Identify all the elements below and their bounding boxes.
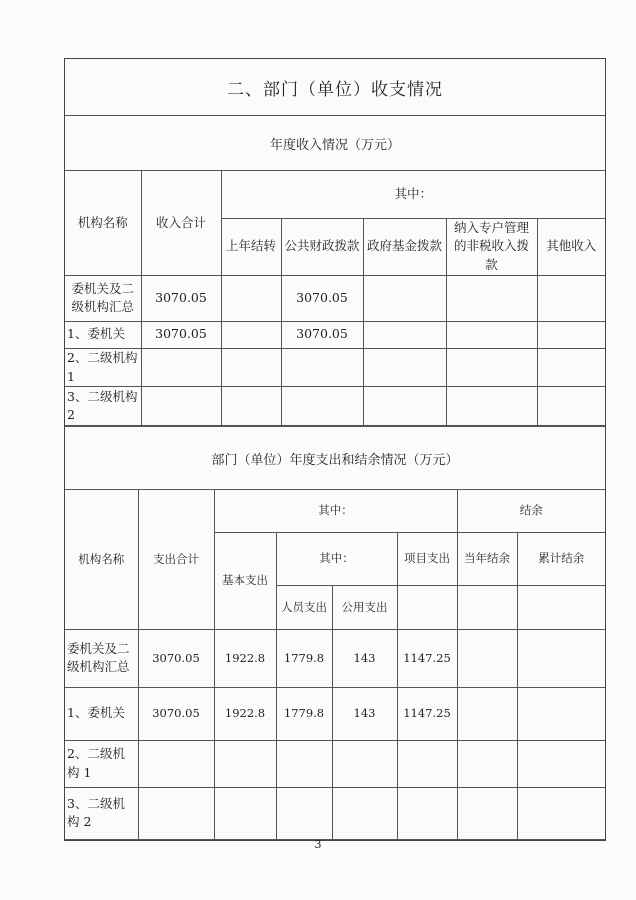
col-header: 纳入专户管理的非税收入拨款 [446,218,537,275]
cell [363,321,446,348]
cell [214,740,276,787]
cell [457,687,517,740]
cell [397,740,457,787]
page-number: 3 [314,838,322,851]
cell: 3070.05 [281,321,363,348]
cell [332,740,397,787]
table-row [65,387,605,426]
cell: 3070.05 [138,687,214,740]
org-name: 3、二级机构 2 [65,787,138,839]
page-title: 二、部门（单位）收支情况 [65,59,605,116]
col-personnel: 人员支出 [276,585,332,629]
budget-form [64,58,606,841]
income-table [65,171,605,426]
cell [446,321,537,348]
col-balance: 结余 [457,490,605,532]
cell [457,787,517,839]
empty-cell [517,585,605,629]
col-public: 公用支出 [332,585,397,629]
expense-table [65,490,605,840]
cell [363,348,446,387]
cell: 1779.8 [276,687,332,740]
cell: 3070.05 [141,321,221,348]
table-row [65,321,605,348]
cell [281,348,363,387]
income-heading: 年度收入情况（万元） [65,116,605,171]
org-name: 委机关及二级机构汇总 [65,275,141,321]
cell [537,348,605,387]
cell [221,387,281,426]
cell [457,629,517,687]
cell [537,321,605,348]
cell [221,275,281,321]
col-total: 支出合计 [138,490,214,629]
cell [141,387,221,426]
empty-cell [457,585,517,629]
cell [221,348,281,387]
col-org-name: 机构名称 [65,490,138,629]
table-row [65,687,605,740]
col-of-which-inner: 其中： [276,532,397,585]
empty-cell [397,585,457,629]
cell [221,321,281,348]
cell [457,740,517,787]
table-row [65,348,605,387]
cell: 143 [332,687,397,740]
cell [446,387,537,426]
org-name: 2、二级机构 1 [65,740,138,787]
cell [138,787,214,839]
cell: 1922.8 [214,687,276,740]
cell [276,787,332,839]
cell [276,740,332,787]
cell [363,275,446,321]
col-cumulative-balance: 累计结余 [517,532,605,585]
col-header: 公共财政拨款 [281,218,363,275]
org-name: 1、委机关 [65,321,141,348]
cell: 1922.8 [214,629,276,687]
col-basic: 基本支出 [214,532,276,629]
cell [517,629,605,687]
table-row [65,629,605,687]
col-org-name: 机构名称 [65,171,141,275]
col-of-which: 其中： [214,490,457,532]
col-total: 收入合计 [141,171,221,275]
cell [363,387,446,426]
table-row [65,275,605,321]
cell: 1147.25 [397,629,457,687]
cell [537,275,605,321]
cell: 3070.05 [138,629,214,687]
cell [214,787,276,839]
col-of-which: 其中： [221,171,605,218]
cell [517,787,605,839]
cell [517,740,605,787]
cell [281,387,363,426]
org-name: 委机关及二级机构汇总 [65,629,138,687]
org-name: 3、二级机构 2 [65,387,141,426]
cell [537,387,605,426]
cell [397,787,457,839]
cell [446,275,537,321]
col-project: 项目支出 [397,532,457,585]
org-name: 1、委机关 [65,687,138,740]
cell [141,348,221,387]
org-name: 2、二级机构 1 [65,348,141,387]
col-header: 上年结转 [221,218,281,275]
cell: 143 [332,629,397,687]
cell: 1147.25 [397,687,457,740]
col-header: 政府基金拨款 [363,218,446,275]
cell [138,740,214,787]
cell: 3070.05 [281,275,363,321]
col-header: 其他收入 [537,218,605,275]
cell: 1779.8 [276,629,332,687]
table-row [65,787,605,839]
col-year-balance: 当年结余 [457,532,517,585]
cell [332,787,397,839]
table-row [65,740,605,787]
expense-heading: 部门（单位）年度支出和结余情况（万元） [65,426,605,490]
cell [517,687,605,740]
cell [446,348,537,387]
cell: 3070.05 [141,275,221,321]
